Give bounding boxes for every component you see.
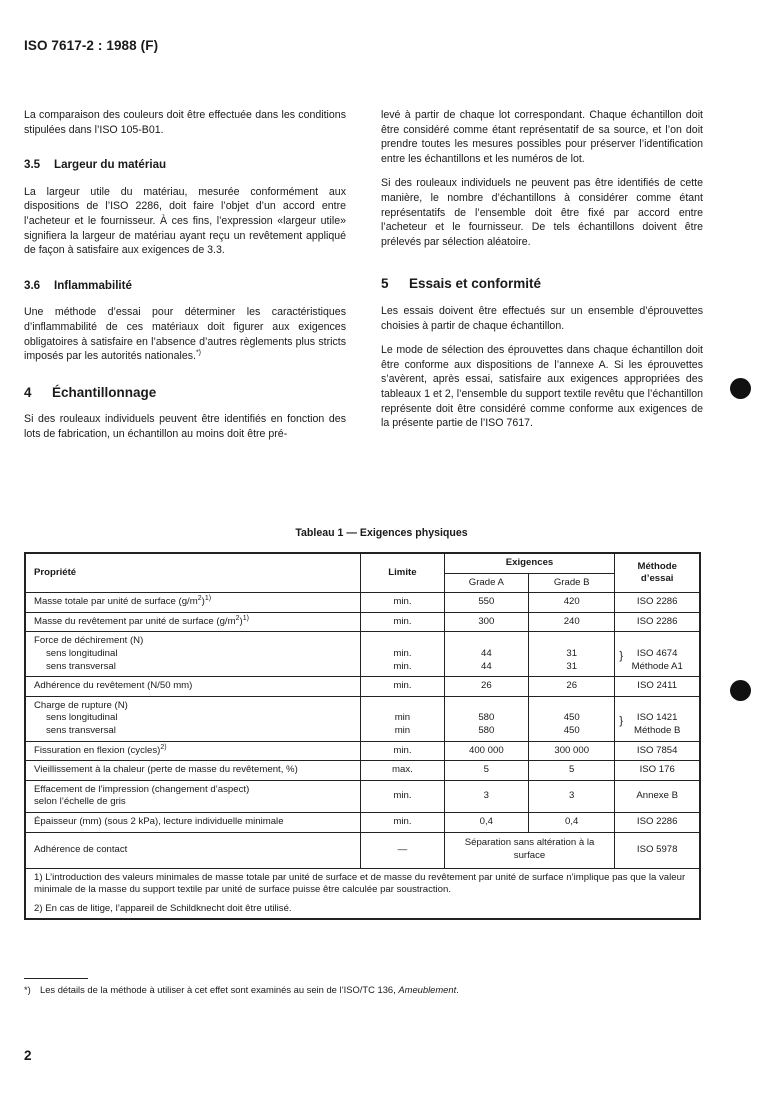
header-limit: Limite <box>361 553 444 593</box>
section-3-5-body: La largeur utile du matériau, mesurée conformément aux dispositions de l’ISO 2286, doit faire l’objet d’un accord entre l’acheteur et le fournisseur. À ces fins, l’expression «largeur utile» signifiera la largeur de matériau ayant reçu un revêtement appliqué de façon à satisfaire aux exigences de 3.3. <box>24 185 346 257</box>
cell-limit: min. <box>361 780 444 812</box>
section-3-6-body: Une méthode d’essai pour déterminer les caractéristiques d’inflammabilité de ces matériaux doit figurer aux exigences obligatoires à satisfaire en l’absence d’autres règlements plus stricts imposés par les autorités nationales.*) <box>24 306 346 363</box>
cell-method: ISO 176 <box>615 761 700 781</box>
margin-marker-dot <box>730 378 751 399</box>
table-row <box>25 696 700 741</box>
cell-property: Vieillissement à la chaleur (perte de masse du revêtement, %) <box>25 761 361 781</box>
table-header-row <box>25 553 700 573</box>
cell-limit: min min <box>361 696 444 741</box>
page-number: 2 <box>24 1048 32 1063</box>
cell-property: Adhérence du revêtement (N/50 mm) <box>25 677 361 697</box>
cell-grade-b: 420 <box>529 593 615 613</box>
cell-grade-a: 400 000 <box>444 741 528 761</box>
table-notes <box>25 868 700 919</box>
section-4-body: Si des rouleaux individuels peuvent être identifiés en fonction des lots de fabrication, un échantillon au moins doit être pré- <box>24 413 346 440</box>
table-note-1: 1) L’introduction des valeurs minimales de masse totale par unité de surface et de masse du revêtement par unité de surface n’implique pas que la valeur minimale de la masse du support textile par unité de surface puisse être calculée par soustraction. <box>34 871 686 896</box>
cell-grade-a: 580 580 <box>444 696 528 741</box>
cell-grade-a: 3 <box>444 780 528 812</box>
cell-grade-b: 5 <box>529 761 615 781</box>
cell-method: ISO 2411 <box>615 677 700 697</box>
table-row <box>25 780 700 812</box>
section-5-paragraph-1: Les essais doivent être effectués sur un ensemble d’éprouvettes choisies à partir de chaque échantillon. <box>381 304 703 332</box>
header-method: Méthode d’essai <box>615 553 700 593</box>
cell-grade-b: 240 <box>529 612 615 632</box>
cell-method: ISO 5978 <box>615 832 700 868</box>
section-3-6-heading: 3.6 Inflammabilité <box>24 278 132 292</box>
page-footnote: *) Les détails de la méthode à utiliser à cet effet sont examinés au sein de l’ISO/TC 136, Ameublement. <box>24 984 459 995</box>
cell-grade-b: 0,4 <box>529 812 615 832</box>
table-row <box>25 761 700 781</box>
section-5-paragraph-2: Le mode de sélection des éprouvettes dans chaque échantillon doit être conforme aux dispositions de l’annexe A. Si les éprouvettes s’avèrent, après essai, satisfaire aux exigences appropriées des tableaux 1 et 2, l’ensemble du support textile revêtu que l’échantillon représente doit être considéré comme conforme aux exigences de la présente partie de l’ISO 7617. <box>381 344 703 430</box>
section-3-5-heading: 3.5 Largeur du matériau <box>24 158 167 172</box>
cell-property: Fissuration en flexion (cycles)$^{2)}$ <box>25 741 361 761</box>
table-row <box>25 812 700 832</box>
cell-limit: min. <box>361 741 444 761</box>
cell-method: ISO 4674 Méthode A1 } <box>615 632 700 677</box>
cell-limit: min. <box>361 677 444 697</box>
cell-grade-b: 26 <box>529 677 615 697</box>
cell-grade-a: 5 <box>444 761 528 781</box>
cell-method: ISO 2286 <box>615 593 700 613</box>
table-row <box>25 677 700 697</box>
cell-property: Effacement de l’impression (changement d’aspect) selon l’échelle de gris <box>25 780 361 812</box>
section-4-heading: 4 Échantillonnage <box>24 384 157 400</box>
cell-grade-a: 550 <box>444 593 528 613</box>
table-row <box>25 612 700 632</box>
cell-limit: min. <box>361 593 444 613</box>
cell-requirement-merged: Séparation sans altération à la surface <box>444 832 615 868</box>
brace-icon: } <box>619 714 624 727</box>
table-notes-row <box>25 868 700 919</box>
cell-property: Masse totale par unité de surface $(g/m^2)^{1)}$ <box>25 593 361 613</box>
header-grade-a: Grade A <box>444 573 528 593</box>
section-4-paragraph-2: Si des rouleaux individuels ne peuvent pas être identifiés de cette manière, le nombre d’échantillons à considérer comme étant représentatifs de l’ensemble doit être fixé par accord entre l’acheteur et le fournisseur. De tels échantillons doivent être prélevés par sélection aléatoire. <box>381 177 703 248</box>
intro-paragraph: La comparaison des couleurs doit être effectuée dans les conditions stipulées dans l’ISO 105-B01. <box>24 109 346 136</box>
section-5-heading: 5 Essais et conformité <box>381 276 542 292</box>
physical-requirements-table <box>24 552 701 920</box>
cell-grade-a: 0,4 <box>444 812 528 832</box>
cell-limit: min. <box>361 612 444 632</box>
cell-grade-a: 300 <box>444 612 528 632</box>
brace-icon: } <box>619 650 624 663</box>
cell-method: ISO 1421 Méthode B } <box>615 696 700 741</box>
table-row <box>25 832 700 868</box>
document-id: ISO 7617-2 : 1988 (F) <box>24 38 159 53</box>
table-note-2: 2) En cas de litige, l’appareil de Schildknecht doit être utilisé. <box>34 902 292 914</box>
cell-method: ISO 7854 <box>615 741 700 761</box>
table-row <box>25 632 700 677</box>
cell-limit: min. min. <box>361 632 444 677</box>
cell-grade-a: 44 44 <box>444 632 528 677</box>
cell-property: Épaisseur (mm) (sous 2 kPa), lecture individuelle minimale <box>25 812 361 832</box>
cell-limit: max. <box>361 761 444 781</box>
cell-grade-b: 450 450 <box>529 696 615 741</box>
table-row <box>25 593 700 613</box>
cell-property: Masse du revêtement par unité de surface $(g/m^2)^{1)}$ <box>25 612 361 632</box>
cell-method: ISO 2286 <box>615 612 700 632</box>
footnote-divider <box>24 978 88 979</box>
right-column <box>381 108 703 431</box>
cell-grade-a: 26 <box>444 677 528 697</box>
cell-property: Force de déchirement (N) sens longitudinal sens transversal <box>25 632 361 677</box>
table-row <box>25 741 700 761</box>
cell-limit: — <box>361 832 444 868</box>
header-property: Propriété <box>25 553 361 593</box>
header-grade-b: Grade B <box>529 573 615 593</box>
cell-method: Annexe B <box>615 780 700 812</box>
left-column <box>24 108 346 442</box>
cell-limit: min. <box>361 812 444 832</box>
cell-method: ISO 2286 <box>615 812 700 832</box>
cell-grade-b: 300 000 <box>529 741 615 761</box>
footnote-ref[interactable]: *) <box>195 349 202 357</box>
margin-marker-dot <box>730 680 751 701</box>
header-requirements: Exigences <box>444 553 615 573</box>
table-title: Tableau 1 — Exigences physiques <box>295 527 468 539</box>
section-4-continued: levé à partir de chaque lot correspondant. Chaque échantillon doit être considéré comme étant représentatif de sa source, et l’on doit prendre toutes les mesures possibles pour préserver l’identification entre les échantillons et les numéros de lot. <box>381 109 703 165</box>
cell-property: Adhérence de contact <box>25 832 361 868</box>
cell-property: Charge de rupture (N) sens longitudinal sens transversal <box>25 696 361 741</box>
cell-grade-b: 3 <box>529 780 615 812</box>
cell-grade-b: 31 31 <box>529 632 615 677</box>
